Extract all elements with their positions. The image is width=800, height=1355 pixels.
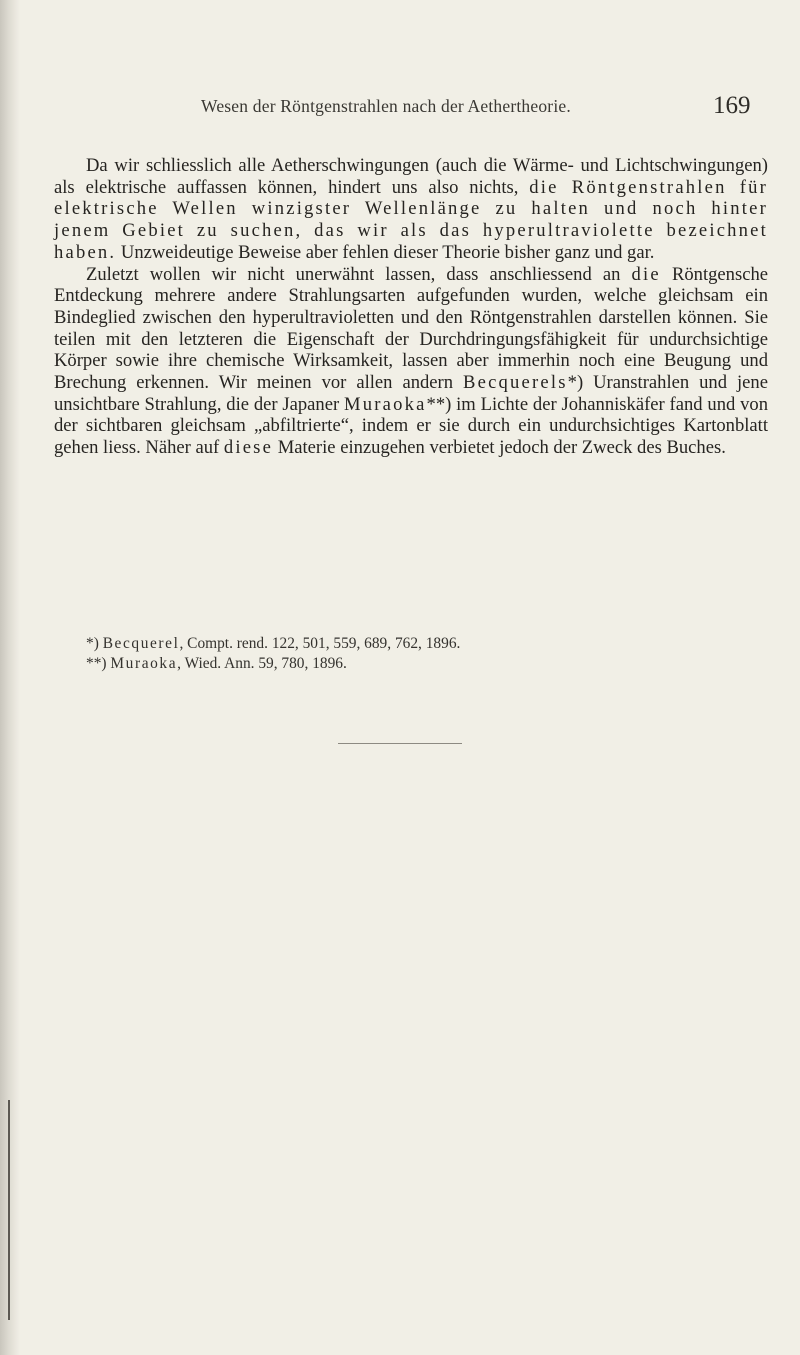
footnote-2-citation: , Wied. Ann. 59, 780, 1896. bbox=[177, 655, 347, 672]
paragraph-2-text-1: Zuletzt wollen wir nicht unerwähnt lassen, dass anschliessend an bbox=[86, 263, 632, 285]
body-text bbox=[54, 155, 768, 459]
running-title: Wesen der Röntgenstrahlen nach der Aethertheorie. bbox=[201, 96, 571, 116]
paragraph-2 bbox=[54, 264, 768, 459]
paragraph-1-spaced-emphasis: die Röntgenstrahlen für elektrische Wellen winzigster Wellenlänge zu halten und noch hinter jenem Gebiet zu suchen, das wir als das hyperultraviolette bezeichnet haben. bbox=[54, 176, 768, 263]
paragraph-2-text-5: Materie einzugehen verbietet jedoch der Zweck des Buches. bbox=[273, 437, 726, 459]
paragraph-2-text-3: Uranstrahlen und jene unsichtbare Strahlung, die der Japaner bbox=[54, 372, 768, 415]
binding-mark bbox=[8, 1100, 10, 1320]
footnote-1-citation: , Compt. rend. 122, 501, 559, 689, 762, 1896. bbox=[179, 635, 461, 652]
running-head bbox=[0, 92, 800, 126]
paragraph-2-text-2: Röntgensche Entdeckung mehrere andere Strahlungsarten aufgefunden wurden, welche gleichsam ein Bindeglied zwischen den hyperultravioletten und den Röntgenstrahlen darstellen können. Sie teilen mit den letzteren die Eigenschaft der Durchdringungsfähigkeit für undurchsichtige Körper sowie ihre chemische Wirksamkeit, lassen aber immerhin noch eine Beugung und Brechung erkennen. Wir meinen vor allen andern bbox=[54, 263, 768, 394]
footnotes bbox=[86, 634, 766, 674]
page-number: 169 bbox=[713, 92, 751, 119]
footnote-2-author: Muraoka bbox=[110, 655, 178, 672]
page-binding-edge bbox=[0, 0, 20, 1355]
end-rule bbox=[338, 743, 462, 744]
footnote-2 bbox=[86, 654, 766, 674]
footnote-reference-1[interactable]: *) bbox=[567, 372, 584, 394]
paragraph-2-spaced-becquerels: Becquerels bbox=[463, 372, 568, 394]
paragraph-2-spaced-muraoka: Muraoka bbox=[344, 393, 427, 415]
paragraph-2-spaced-die: die bbox=[631, 263, 661, 285]
footnote-1 bbox=[86, 634, 766, 654]
paragraph-2-spaced-diese: diese bbox=[223, 437, 274, 459]
paragraph-2-text-4: im Lichte der Johanniskäfer fand und von der sichtbaren gleichsam „abfiltrierte“, indem er sie durch ein undurchsichtiges Kartonblatt gehen liess. Näher auf bbox=[54, 393, 768, 459]
footnote-reference-2[interactable]: **) bbox=[426, 393, 452, 415]
paragraph-1-text-1: Da wir schliesslich alle Aetherschwingungen (auch die Wärme- und Lichtschwingungen) als elektrische auffassen können, hindert uns also nichts, bbox=[54, 155, 768, 198]
footnote-2-marker: **) bbox=[86, 655, 107, 672]
paragraph-1-text-2: Unzweideutige Beweise aber fehlen dieser Theorie bisher ganz und gar. bbox=[116, 241, 655, 263]
footnote-1-author: Becquerel bbox=[102, 635, 180, 652]
paragraph-1 bbox=[54, 155, 768, 264]
footnote-1-marker: *) bbox=[86, 635, 99, 652]
